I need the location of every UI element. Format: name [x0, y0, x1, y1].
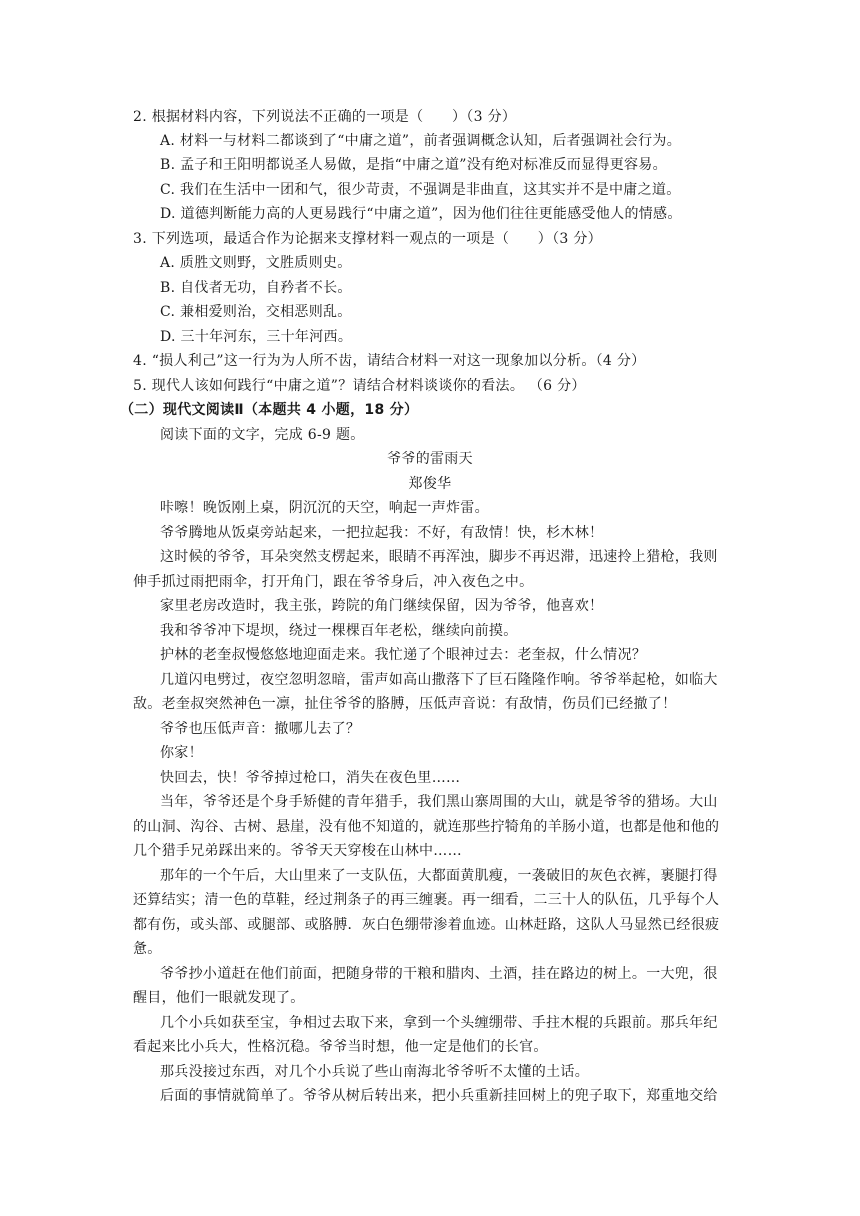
story-line: 快回去，快！爷爷掉过枪口，消失在夜色里……: [160, 770, 461, 786]
question-2-option-a: A. 材料一与材料二都谈到了“中庸之道”，前者强调概念认知，后者强调社会行为。: [160, 133, 682, 149]
story-line: 几个小兵如获至宝，争相过去取下来，拿到一个头缠绷带、手拄木棍的兵跟前。那兵年纪: [160, 1015, 718, 1031]
question-2-option-b: B. 孟子和王阳明都说圣人易做，是指“中庸之道”没有绝对标准反而显得更容易。: [160, 157, 667, 173]
story-line: 这时候的爷爷，耳朵突然支楞起来，眼睛不再浑浊，脚步不再迟滞，迅速拎上猎枪，我则: [160, 549, 718, 565]
question-5-stem: 5. 现代人该如何践行“中庸之道”？请结合材料谈谈你的看法。 （6 分）: [133, 378, 586, 394]
story-line: 爷爷腾地从饭桌旁站起来，一把拉起我：不好，有敌情！快，杉木林！: [160, 525, 604, 541]
story-line: 还算结实；清一色的草鞋，经过荆条子的再三缠裹。再一细看，二三十人的队伍，几乎每个人: [133, 892, 720, 908]
story-line: 当年，爷爷还是个身手矫健的青年猎手，我们黑山寨周围的大山，就是爷爷的猎场。大山: [160, 794, 718, 810]
story-line: 爷爷抄小道赶在他们前面，把随身带的干粮和腊肉、土酒，挂在路边的树上。一大兜，很: [160, 966, 718, 982]
story-title: 爷爷的雷雨天: [387, 451, 473, 467]
story-line: 伸手抓过雨把雨伞，打开角门，跟在爷爷身后，冲入夜色之中。: [133, 574, 534, 590]
question-2-option-c: C. 我们在生活中一团和气，很少苛责，不强调是非曲直，这其实并不是中庸之道。: [160, 182, 681, 198]
story-line: 看起来比小兵大，性格沉稳。爷爷当时想，他一定是他们的长官。: [133, 1039, 548, 1055]
story-line: 惫。: [133, 941, 162, 957]
question-3-option-b: B. 自伐者无功，自矜者不长。: [160, 280, 352, 296]
story-line: 几道闪电劈过，夜空忽明忽暗，雷声如高山撒落下了巨石隆隆作响。爷爷举起枪，如临大: [160, 672, 718, 688]
story-line: 都有伤，或头部、或腿部、或胳膊．灰白色绷带渗着血迹。山林赶路，这队人马显然已经很疲: [133, 917, 720, 933]
section-heading: （二）现代文阅读Ⅱ（本题共 4 小题，18 分）: [120, 402, 419, 418]
story-line: 醒目，他们一眼就发现了。: [133, 990, 305, 1006]
story-line: 几个猎手兄弟踩出来的。爷爷天天穿梭在山林中……: [133, 843, 462, 859]
section-instruction: 阅读下面的文字，完成 6-9 题。: [160, 427, 365, 443]
story-line: 那兵没接过东西，对几个小兵说了些山南海北爷爷听不太懂的土话。: [160, 1064, 589, 1080]
story-line: 你家！: [160, 745, 203, 761]
story-author: 郑俊华: [408, 476, 452, 492]
story-line: 我和爷爷冲下堤坝，绕过一棵棵百年老松，继续向前摸。: [160, 623, 518, 639]
question-4-stem: 4. “损人利己”这一行为为人所不齿，请结合材料一对这一现象加以分析。（4 分）: [133, 353, 646, 369]
story-line: 后面的事情就简单了。爷爷从树后转出来，把小兵重新挂回树上的兜子取下，郑重地交给: [160, 1088, 718, 1104]
story-line: 的山洞、沟谷、古树、悬崖，没有他不知道的，就连那些拧犄角的羊肠小道，也都是他和他的: [133, 819, 720, 835]
question-3-option-a: A. 质胜文则野，文胜质则史。: [160, 255, 352, 271]
story-line: 咔嚓！晚饭刚上桌，阴沉沉的天空，响起一声炸雷。: [160, 500, 489, 516]
question-3-option-c: C. 兼相爱则治，交相恶则乱。: [160, 304, 352, 320]
question-2-option-d: D. 道德判断能力高的人更易践行“中庸之道”，因为他们往往更能感受他人的情感。: [160, 206, 682, 222]
question-3-option-d: D. 三十年河东，三十年河西。: [160, 329, 353, 345]
story-line: 敌。老奎叔突然神色一凛，扯住爷爷的胳膊，压低声音说：有敌情，伤员们已经撤了！: [133, 696, 677, 712]
story-line: 爷爷也压低声音：撤哪儿去了？: [160, 721, 361, 737]
question-2-stem: 2. 根据材料内容，下列说法不正确的一项是（ ）（3 分）: [133, 109, 517, 125]
story-line: 护林的老奎叔慢悠悠地迎面走来。我忙递了个眼神过去：老奎叔，什么情况？: [160, 647, 647, 663]
question-3-stem: 3. 下列选项，最适合作为论据来支撑材料一观点的一项是（ ）（3 分）: [133, 231, 602, 247]
story-line: 家里老房改造时，我主张，跨院的角门继续保留，因为爷爷，他喜欢！: [160, 598, 604, 614]
story-line: 那年的一个午后，大山里来了一支队伍，大都面黄肌瘦，一袭破旧的灰色衣裤，裹腿打得: [160, 868, 718, 884]
